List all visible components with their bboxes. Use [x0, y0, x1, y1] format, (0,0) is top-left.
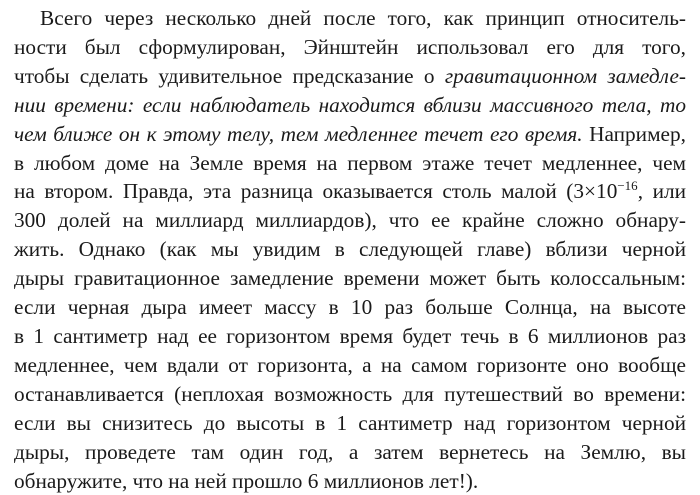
text-line [14, 293, 686, 322]
text-segment: медленнее, чем вдали от горизонта, а на самом горизонте оно вообще [14, 353, 686, 377]
text-line [14, 149, 686, 178]
text-segment: , или [638, 179, 686, 203]
text-segment: в 1 сантиметр над ее горизонтом время будет течь в 6 миллионов раз [14, 324, 686, 348]
text-segment: дыры гравитационное замедление времени может быть колоссальным: [14, 266, 686, 290]
text-line [14, 91, 686, 120]
text-segment: на втором. Правда, эта разница оказывается столь малой (3×10 [14, 179, 617, 203]
text-segment: Например, [583, 122, 686, 146]
text-line [14, 33, 686, 62]
text-line [14, 177, 686, 206]
body-paragraph [14, 4, 686, 495]
text-line [14, 264, 686, 293]
text-line [14, 235, 686, 264]
text-segment: в любом доме на Земле время на первом этаже течет медленнее, чем [14, 151, 686, 175]
text-line [14, 120, 686, 149]
text-segment: ности был сформулирован, Эйнштейн использовал его для того, [14, 35, 686, 59]
text-line [14, 380, 686, 409]
text-segment: 300 долей на миллиард миллиардов), что ее крайне сложно обнару- [14, 208, 686, 232]
superscript: −16 [617, 178, 637, 193]
italic-text: нии времени: если наблюдатель находится вблизи массивного тела, то [14, 93, 686, 117]
text-segment: дыры, проведете там один год, а затем вернетесь на Землю, вы [14, 440, 686, 464]
text-line [14, 4, 686, 33]
text-line [14, 206, 686, 235]
text-line [14, 467, 686, 495]
text-line [14, 351, 686, 380]
text-segment: Всего через несколько дней после того, как принцип относитель- [40, 6, 686, 30]
text-segment: жить. Однако (как мы увидим в следующей главе) вблизи черной [14, 237, 686, 261]
text-segment: останавливается (неплохая возможность для путешествий во времени: [14, 382, 686, 406]
text-line [14, 438, 686, 467]
text-segment: обнаружите, что на ней прошло 6 миллионов лет!). [14, 469, 478, 493]
italic-text: чем ближе он к этому телу, тем медленнее течет его время. [14, 122, 583, 146]
text-line [14, 62, 686, 91]
text-segment: если черная дыра имеет массу в 10 раз больше Солнца, на высоте [14, 295, 686, 319]
text-line [14, 409, 686, 438]
text-segment: если вы снизитесь до высоты в 1 сантиметр над горизонтом черной [14, 411, 686, 435]
text-line [14, 322, 686, 351]
text-segment: чтобы сделать удивительное предсказание о [14, 64, 445, 88]
italic-text: гравитационном замедле- [445, 64, 686, 88]
